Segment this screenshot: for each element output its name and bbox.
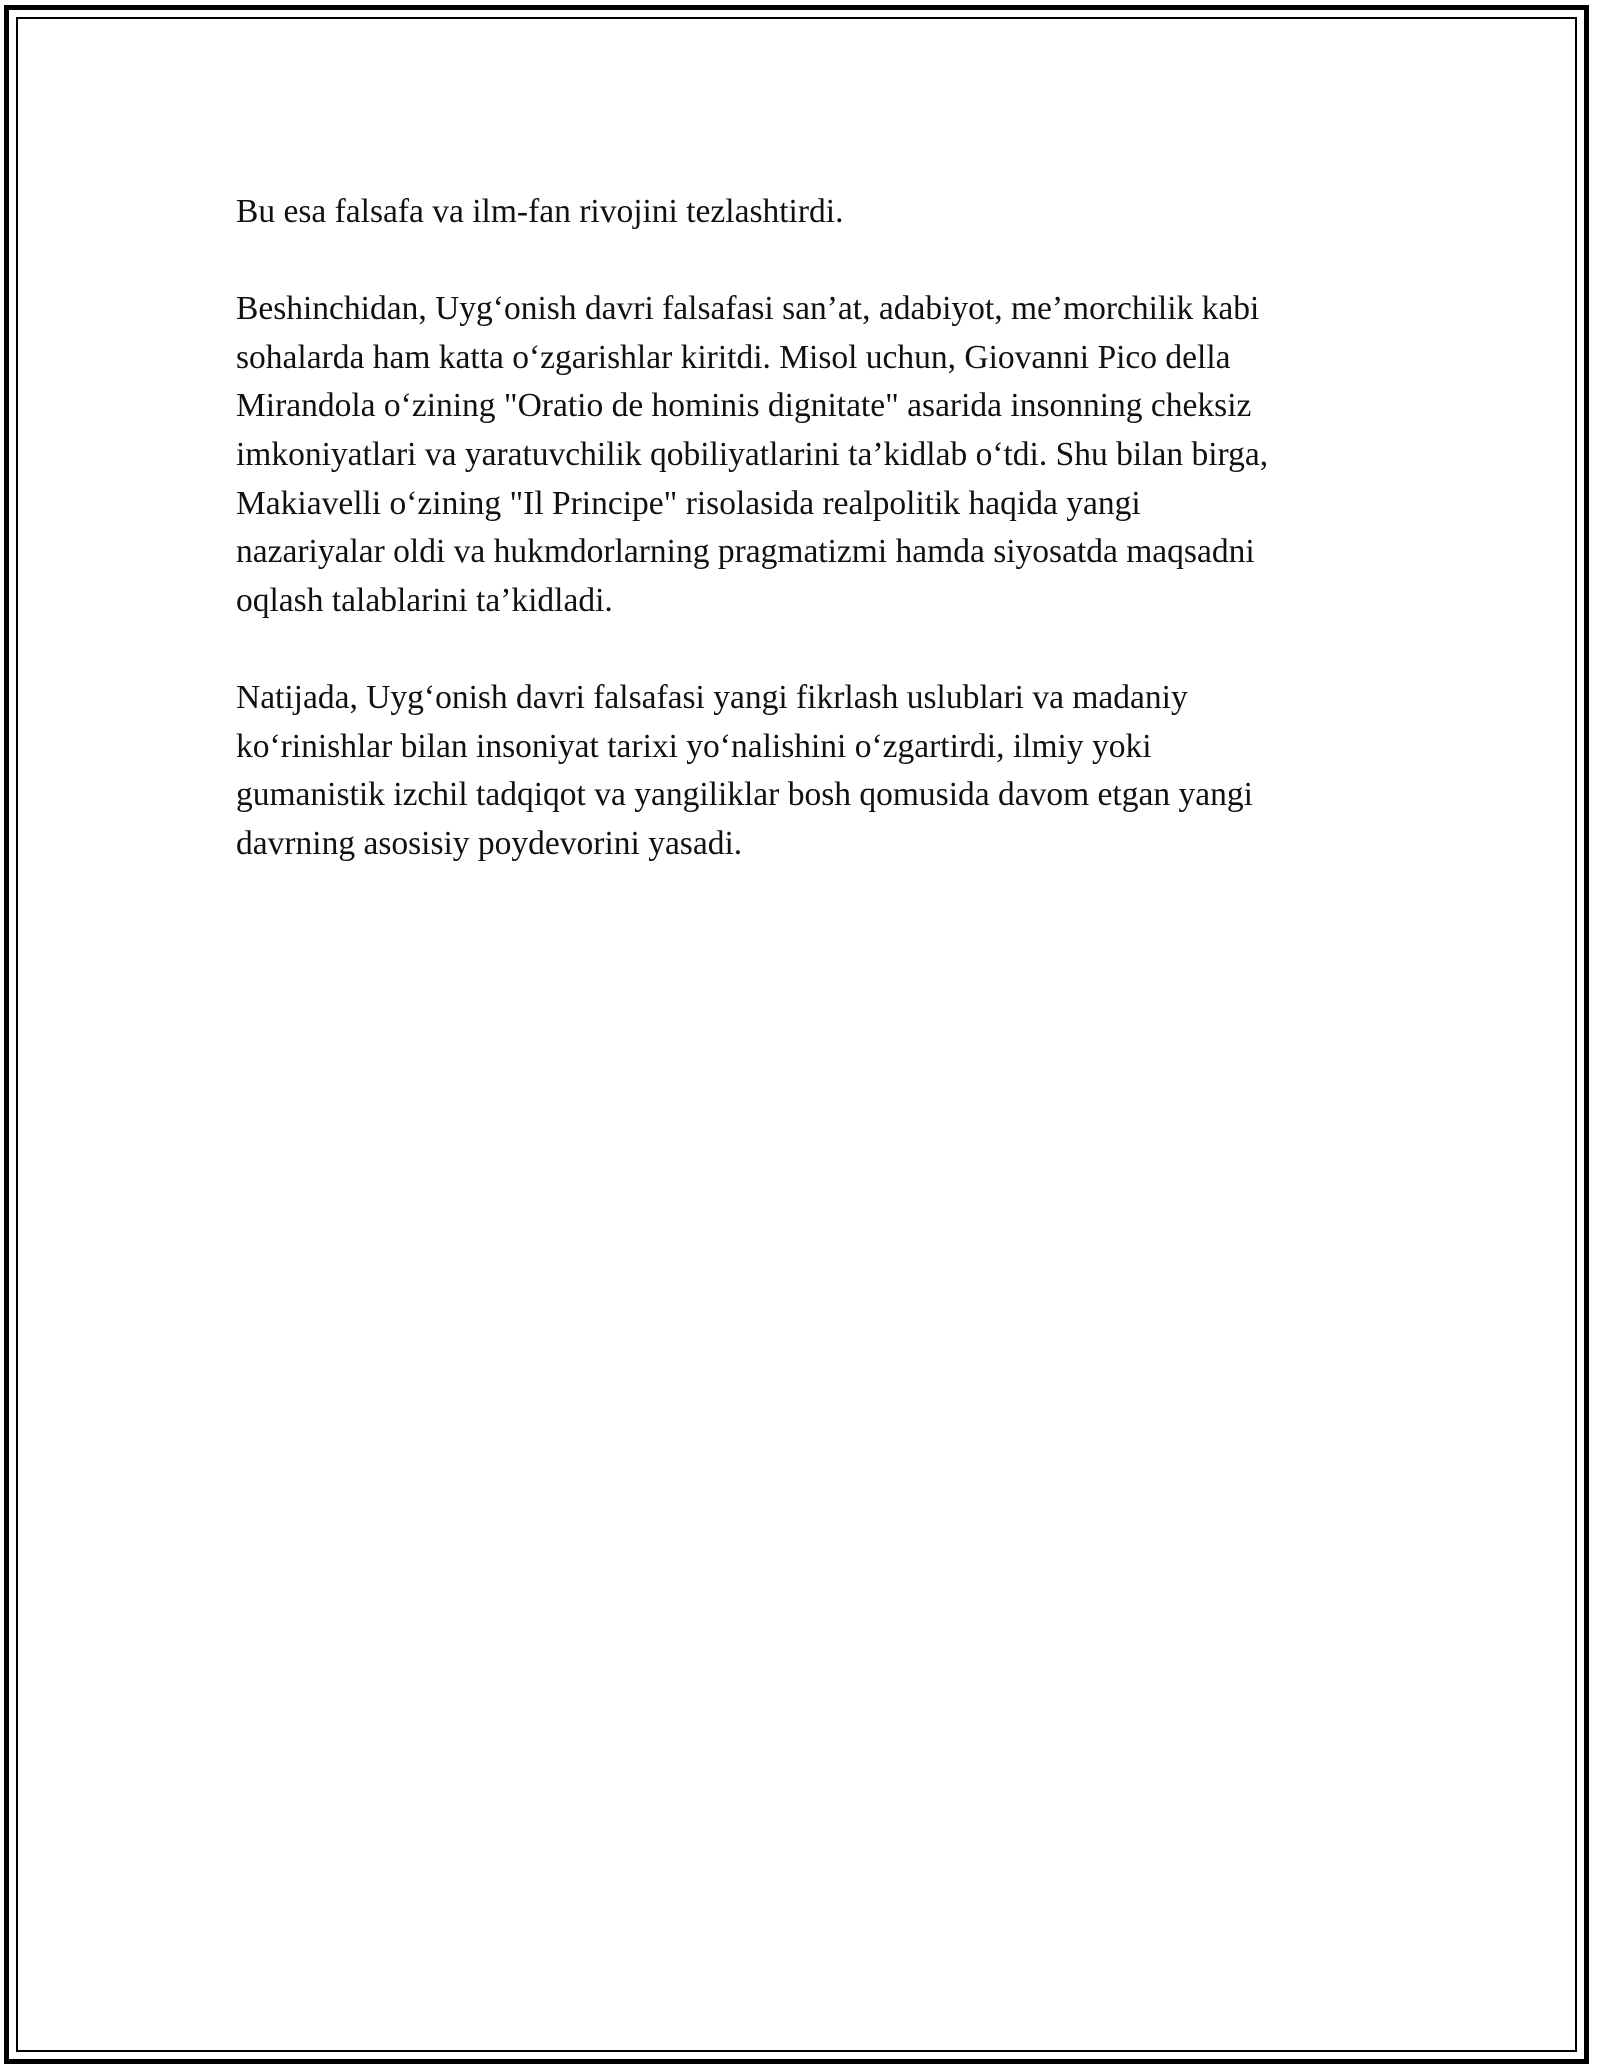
text-line: imkoniyatlari va yaratuvchilik qobiliyatlarini ta’kidlab o‘tdi. Shu bilan birga, bbox=[236, 435, 1269, 473]
document-body bbox=[236, 188, 1376, 917]
paragraph-2 bbox=[236, 285, 1376, 625]
text-line: Beshinchidan, Uyg‘onish davri falsafasi san’at, adabiyot, me’morchilik kabi bbox=[236, 290, 1260, 328]
text-line: Mirandola o‘zining "Oratio de hominis dignitate" asarida insonning cheksiz bbox=[236, 387, 1252, 425]
text-line: Bu esa falsafa va ilm-fan rivojini tezlashtirdi. bbox=[236, 193, 844, 230]
paragraph-1 bbox=[236, 188, 1376, 237]
paragraph-3 bbox=[236, 674, 1376, 868]
text-line: sohalarda ham katta o‘zgarishlar kiritdi. Misol uchun, Giovanni Pico della bbox=[236, 338, 1231, 376]
text-line: ko‘rinishlar bilan insoniyat tarixi yo‘nalishini o‘zgartirdi, ilmiy yoki bbox=[236, 727, 1152, 765]
text-line: Natijada, Uyg‘onish davri falsafasi yangi fikrlash uslublari va madaniy bbox=[236, 678, 1188, 716]
text-line: Makiavelli o‘zining "Il Principe" risolasida realpolitik haqida yangi bbox=[236, 484, 1141, 522]
text-line: nazariyalar oldi va hukmdorlarning pragmatizmi hamda siyosatda maqsadni bbox=[236, 533, 1255, 571]
text-line: oqlash talablarini ta’kidladi. bbox=[236, 581, 613, 619]
text-line: gumanistik izchil tadqiqot va yangiliklar bosh qomusida davom etgan yangi bbox=[236, 776, 1253, 814]
text-line: davrning asosisiy poydevorini yasadi. bbox=[236, 824, 743, 862]
